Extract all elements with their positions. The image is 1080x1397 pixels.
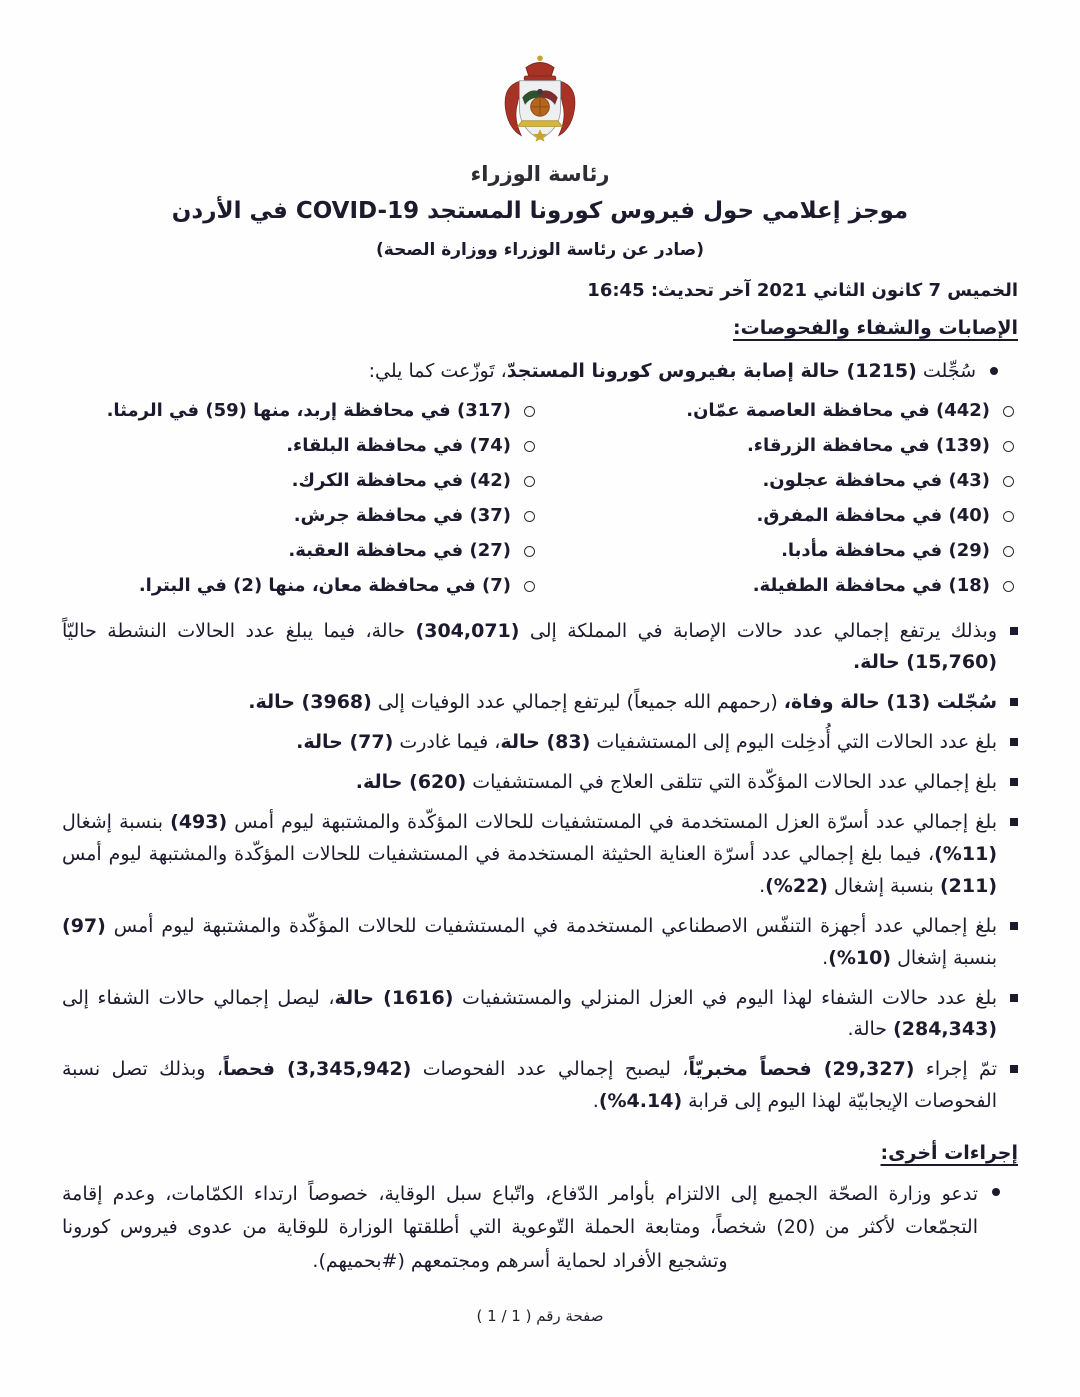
circle-bullet-icon — [524, 546, 535, 557]
circle-bullet-icon — [1003, 581, 1014, 592]
governorate-text: (139) في محافظة الزرقاء. — [746, 434, 990, 456]
circle-bullet-icon — [1003, 511, 1014, 522]
list-item-maan — [62, 575, 535, 596]
list-item-ajloun — [541, 470, 1014, 491]
circle-bullet-icon — [524, 476, 535, 487]
stat-text: وبذلك يرتفع إجمالي عدد حالات الإصابة في المملكة إلى (304,071) حالة، فيما يبلغ عدد الحالات النشطة حاليّاً (15,760) حالة. — [62, 619, 998, 674]
governorate-text: (27) في محافظة العقبة. — [288, 539, 511, 561]
governorate-text: (42) في محافظة الكرك. — [291, 469, 511, 491]
bullet-icon — [992, 1188, 1000, 1196]
stat-text: بلغ إجمالي عدد أجهزة التنفّس الاصطناعي المستخدمة في المستشفيات للحالات المؤكّدة والمشتبهة ليوم أمس (97) بنسبة إشغال (10%). — [62, 914, 997, 969]
square-bullet-icon — [1010, 1065, 1018, 1073]
bullet-icon — [990, 367, 998, 375]
square-bullet-icon — [1010, 818, 1018, 826]
stat-text: بلغ إجمالي عدد أسرّة العزل المستخدمة في المستشفيات للحالات المؤكّدة والمشتبهة ليوم أمس (493) بنسبة إشغال (11%)، فيما بلغ إجمالي عدد أسرّة العناية الحثيثة المستخدمة في المستشفيات للحالات المؤكّدة والمشتبهة ليوم أمس (211) بنسبة إشغال (22%). — [62, 811, 997, 897]
statistics-list — [62, 616, 1018, 1119]
circle-bullet-icon — [524, 581, 535, 592]
page-number: صفحة رقم ( 1 / 1 ) — [476, 1307, 604, 1325]
list-item-karak — [62, 470, 535, 491]
list-item-tafileh — [541, 575, 1014, 596]
page-subtitle: (صادر عن رئاسة الوزراء ووزارة الصحة) — [376, 240, 704, 260]
circle-bullet-icon — [1003, 441, 1014, 452]
square-bullet-icon — [1010, 922, 1018, 930]
circle-bullet-icon — [1003, 476, 1014, 487]
section-header-actions: إجراءات أخرى: — [880, 1142, 1018, 1165]
list-item-aqaba — [62, 540, 535, 561]
stat-text: بلغ عدد حالات الشفاء لهذا اليوم في العزل المنزلي والمستشفيات (1616) حالة، ليصل إجمالي حالات الشفاء إلى (284,343) حالة. — [62, 986, 997, 1041]
circle-bullet-icon — [1003, 546, 1014, 557]
square-bullet-icon — [1010, 627, 1018, 635]
stat-tests — [62, 1054, 1018, 1118]
square-bullet-icon — [1010, 778, 1018, 786]
circle-bullet-icon — [524, 406, 535, 417]
cases-intro-text: سُجِّلت (1215) حالة إصابة بفيروس كورونا المستجدّ، تَوزّعت كما يلي: — [368, 360, 976, 382]
governorate-text: (317) في محافظة إربد، منها (59) في الرمثا. — [106, 399, 511, 421]
circle-bullet-icon — [1003, 406, 1014, 417]
list-item-madaba — [541, 540, 1014, 561]
governorate-text: (40) في محافظة المفرق. — [756, 504, 990, 526]
governorate-list — [62, 400, 1018, 596]
governorate-text: (442) في محافظة العاصمة عمّان. — [686, 399, 990, 421]
stat-text: بلغ عدد الحالات التي أُدخِلت اليوم إلى المستشفيات (83) حالة، فيما غادرت (77) حالة. — [296, 731, 997, 754]
cases-intro-bullet — [62, 357, 1018, 386]
list-item-jerash — [62, 505, 535, 526]
governorate-text: (18) في محافظة الطفيلة. — [752, 574, 990, 596]
actions-text: تدعو وزارة الصحّة الجميع إلى الالتزام بأوامر الدّفاع، واتّباع سبل الوقاية، خصوصاً ارتداء الكمّامات، وعدم إقامة التجمّعات لأكثر من (20) شخصاً، ومتابعة الحملة التّوعوية التي أطلقتها الوزارة للوقاية من عدوى فيروس كورونا وتشجيع الأفراد لحماية أسرهم ومجتمعهم (#بحميهم). — [62, 1183, 978, 1272]
governorate-text: (7) في محافظة معان، منها (2) في البترا. — [138, 574, 511, 596]
square-bullet-icon — [1010, 698, 1018, 706]
stat-text: سُجّلت (13) حالة وفاة، (رحمهم الله جميعاً) ليرتفع إجمالي عدد الوفيات إلى (3968) حالة. — [248, 691, 997, 714]
governorate-text: (37) في محافظة جرش. — [293, 504, 511, 526]
stat-total-cases — [62, 616, 1018, 680]
governorate-text: (74) في محافظة البلقاء. — [286, 434, 511, 456]
list-item-balqa — [62, 435, 535, 456]
list-item-amman — [541, 400, 1014, 421]
stat-hospital-admissions — [62, 727, 1018, 759]
actions-bullet — [62, 1178, 1018, 1278]
stat-deaths — [62, 687, 1018, 719]
list-item-mafraq — [541, 505, 1014, 526]
stat-text: بلغ إجمالي عدد الحالات المؤكّدة التي تتلقى العلاج في المستشفيات (620) حالة. — [355, 771, 997, 794]
list-item-zarqa — [541, 435, 1014, 456]
circle-bullet-icon — [524, 441, 535, 452]
document-header — [62, 52, 1018, 186]
logo-caption: رئاسة الوزراء — [470, 162, 610, 186]
stat-ventilators — [62, 911, 1018, 975]
date-line: الخميس 7 كانون الثاني 2021 آخر تحديث: 16:45 — [587, 280, 1018, 301]
square-bullet-icon — [1010, 738, 1018, 746]
list-item-irbid — [62, 400, 535, 421]
governorate-text: (43) في محافظة عجلون. — [762, 469, 990, 491]
jordan-coat-of-arms-logo — [484, 52, 596, 160]
stat-recoveries — [62, 983, 1018, 1047]
circle-bullet-icon — [524, 511, 535, 522]
section-header-cases: الإصابات والشفاء والفحوصات: — [733, 317, 1018, 339]
stat-text: تمّ إجراء (29,327) فحصاً مخبريّاً، ليصبح إجمالي عدد الفحوصات (3,345,942) فحصاً، وبذلك تصل نسبة الفحوصات الإيجابيّة لهذا اليوم إلى قرابة (4.14%). — [62, 1058, 997, 1113]
stat-hospital-treatment — [62, 767, 1018, 799]
page-title: موجز إعلامي حول فيروس كورونا المستجد COVID-19 في الأردن — [171, 198, 909, 224]
governorate-text: (29) في محافظة مأدبا. — [781, 539, 990, 561]
stat-isolation-icu-beds — [62, 807, 1018, 903]
square-bullet-icon — [1010, 994, 1018, 1002]
